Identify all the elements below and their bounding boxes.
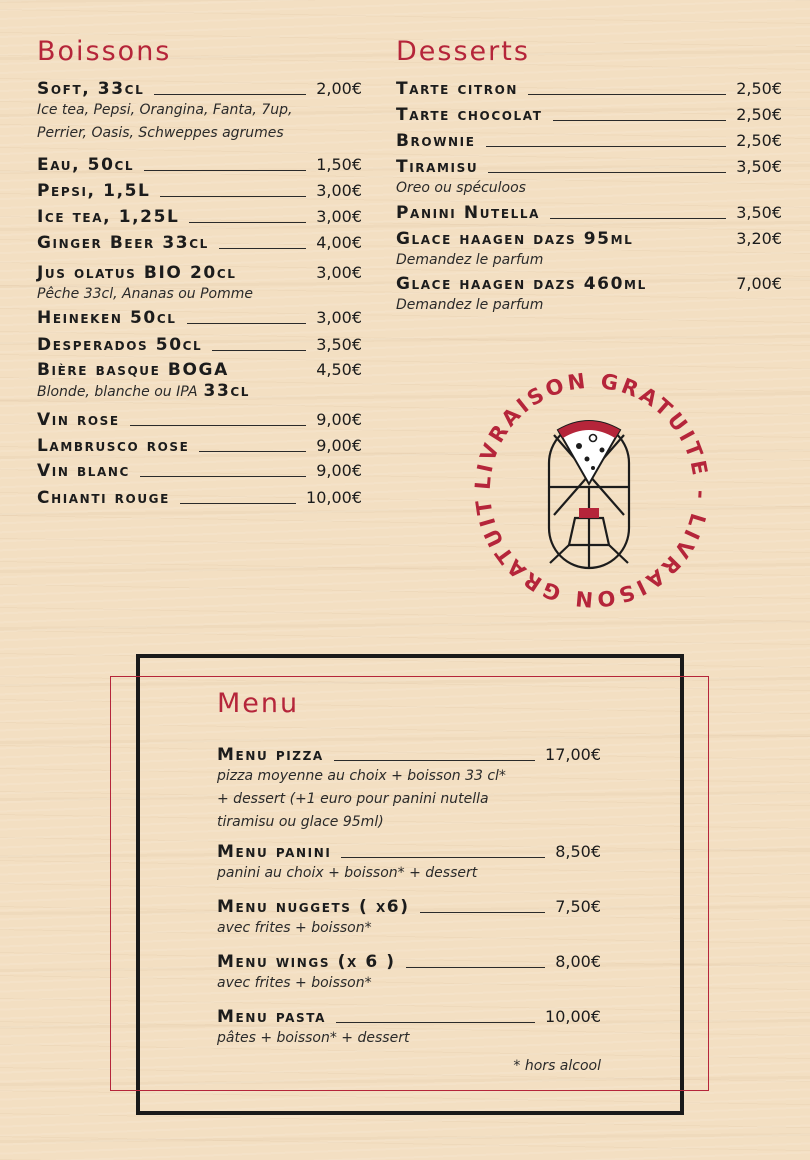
dot-leader [140, 476, 306, 477]
item-price: 7,50€ [555, 897, 601, 916]
item-name: Jus olatus BIO 20cl [37, 263, 237, 283]
menu-item [37, 308, 362, 328]
item-name: Ice tea, 1,25L [37, 207, 180, 227]
item-name: Menu wings (x 6 ) [217, 952, 396, 972]
item-name: Pepsi, 1,5L [37, 181, 151, 201]
dot-leader [144, 170, 306, 171]
pizza-slice-icon [558, 421, 620, 484]
menu-item [396, 274, 782, 317]
dot-leader [219, 248, 306, 249]
item-price: 17,00€ [545, 745, 601, 764]
item-description-text: Blonde, blanche ou IPA [37, 384, 198, 400]
item-name: Brownie [396, 131, 476, 151]
item-name: Tarte citron [396, 79, 519, 99]
item-price: 3,50€ [736, 203, 782, 222]
item-description: Demandez le parfum [396, 252, 544, 268]
menu-item [396, 157, 782, 200]
dot-leader [239, 375, 306, 376]
free-delivery-badge [462, 360, 722, 620]
dot-leader [334, 760, 535, 761]
item-description: pizza moyenne au choix + boisson 33 cl* [217, 768, 506, 784]
dot-leader [160, 196, 306, 197]
item-name: Glace haagen dazs 95ml [396, 229, 634, 249]
item-price: 8,50€ [555, 842, 601, 861]
menu-item [37, 461, 362, 481]
item-price: 3,50€ [736, 157, 782, 176]
item-volume: 33cl [203, 381, 251, 401]
dot-leader [528, 94, 726, 95]
dot-leader [130, 425, 307, 426]
item-name: Eau, 50cl [37, 155, 135, 175]
item-name: Menu pasta [217, 1007, 326, 1027]
item-price: 10,00€ [306, 488, 362, 507]
dot-leader [180, 503, 296, 504]
item-name: Bière basque BOGA [37, 360, 229, 380]
desserts-title: Desserts [396, 36, 530, 67]
item-description: Ice tea, Pepsi, Orangina, Fanta, 7up, [37, 102, 293, 118]
item-name: Menu pizza [217, 745, 324, 765]
menu-item [37, 207, 362, 227]
item-price: 1,50€ [316, 155, 362, 174]
menu-item [37, 79, 362, 145]
item-price: 9,00€ [316, 436, 362, 455]
item-price: 9,00€ [316, 461, 362, 480]
menu-item [37, 233, 362, 253]
item-description: Pêche 33cl, Ananas ou Pomme [37, 286, 254, 302]
item-description: avec frites + boisson* [217, 975, 372, 991]
dot-leader [341, 857, 545, 858]
item-price: 10,00€ [545, 1007, 601, 1026]
menu-item [217, 842, 601, 885]
item-price: 8,00€ [555, 952, 601, 971]
dot-leader [553, 120, 727, 121]
item-description [37, 380, 362, 404]
menu-title: Menu [217, 688, 300, 719]
item-price: 3,00€ [316, 263, 362, 282]
item-price: 2,50€ [736, 131, 782, 150]
item-price: 2,50€ [736, 105, 782, 124]
menu-item [37, 181, 362, 201]
dot-leader [550, 218, 726, 219]
emblem-light [579, 508, 599, 518]
menu-item [37, 410, 362, 430]
item-price: 7,00€ [736, 274, 782, 293]
item-description: avec frites + boisson* [217, 920, 372, 936]
item-description: panini au choix + boisson* + dessert [217, 865, 478, 881]
menu-item [396, 203, 782, 223]
dot-leader [406, 967, 546, 968]
dot-leader [189, 222, 306, 223]
item-price: 4,00€ [316, 233, 362, 252]
item-name: Desperados 50cl [37, 335, 203, 355]
dot-leader [154, 94, 306, 95]
item-price: 3,00€ [316, 181, 362, 200]
item-price: 3,00€ [316, 207, 362, 226]
item-name: Soft, 33cl [37, 79, 145, 99]
dot-leader [420, 912, 546, 913]
item-price: 3,20€ [736, 229, 782, 248]
item-name: Menu panini [217, 842, 332, 862]
item-description: pâtes + boisson* + dessert [217, 1030, 410, 1046]
menu-item [217, 1007, 601, 1050]
dot-leader [247, 278, 307, 279]
menu-item [217, 952, 601, 995]
item-price: 3,00€ [316, 308, 362, 327]
dot-leader [212, 350, 306, 351]
item-name: Tarte chocolat [396, 105, 543, 125]
item-price: 4,50€ [316, 360, 362, 379]
menu-item [396, 105, 782, 125]
item-description: tiramisu ou glace 95ml) [217, 814, 384, 830]
boissons-title: Boissons [37, 36, 172, 67]
menu-item [37, 436, 362, 456]
menu-footnote: * hors alcool [513, 1058, 601, 1074]
item-name: Panini Nutella [396, 203, 541, 223]
free-delivery-badge-graphic [462, 360, 722, 620]
item-description: + dessert (+1 euro pour panini nutella [217, 791, 489, 807]
ring-text-path: LIVRAISON GRATUITE - LIVRAISON GRATUIT [470, 368, 714, 612]
item-name: Lambrusco rose [37, 436, 190, 456]
item-price: 9,00€ [316, 410, 362, 429]
item-description: Perrier, Oasis, Schweppes agrumes [37, 125, 284, 141]
menu-item [396, 131, 782, 151]
dot-leader [486, 146, 727, 147]
item-price: 2,50€ [736, 79, 782, 98]
item-description: Demandez le parfum [396, 297, 544, 313]
item-name: Ginger Beer 33cl [37, 233, 209, 253]
item-name: Heineken 50cl [37, 308, 177, 328]
menu-item [396, 229, 782, 272]
dot-leader [336, 1022, 535, 1023]
item-name: Vin rose [37, 410, 120, 430]
menu-item [396, 79, 782, 99]
dot-leader [657, 289, 726, 290]
menu-item [37, 488, 362, 508]
menu-item [37, 335, 362, 355]
item-name: Chianti rouge [37, 488, 170, 508]
item-price: 3,50€ [316, 335, 362, 354]
item-name: Glace haagen dazs 460ml [396, 274, 647, 294]
menu-item [37, 263, 362, 306]
item-name: Tiramisu [396, 157, 479, 177]
dot-leader [199, 451, 306, 452]
dot-leader [488, 172, 726, 173]
menu-item [217, 897, 601, 940]
ring-text [462, 360, 713, 611]
item-price: 2,00€ [316, 79, 362, 98]
menu-item [217, 745, 601, 834]
dot-leader [643, 244, 726, 245]
menu-item [37, 360, 362, 404]
item-name: Menu nuggets ( x6) [217, 897, 410, 917]
item-description: Oreo ou spéculoos [396, 180, 526, 196]
item-name: Vin blanc [37, 461, 130, 481]
dot-leader [187, 323, 307, 324]
menu-item [37, 155, 362, 175]
